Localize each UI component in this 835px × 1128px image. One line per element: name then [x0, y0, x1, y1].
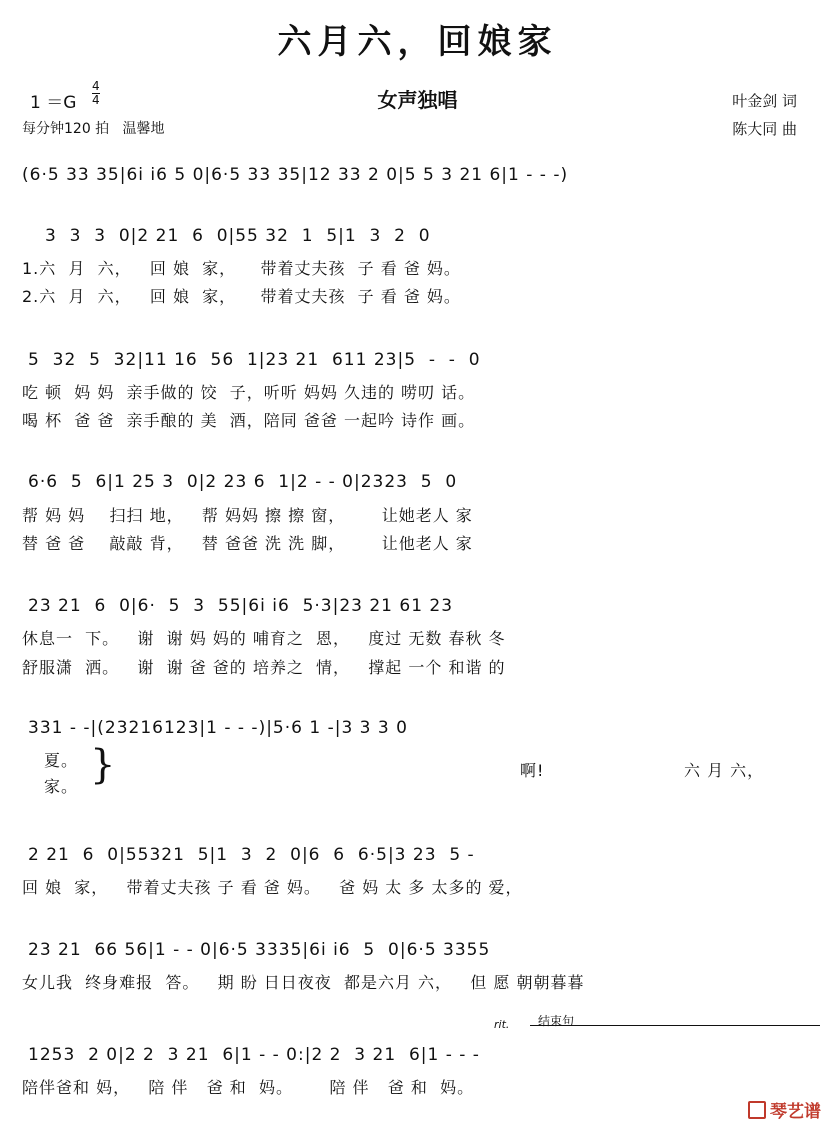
lyric-line-2a: 1.六 月 六， 回 娘 家， 带着丈夫孩 子 看 爸 妈。 — [22, 259, 461, 278]
notation-line-9: 1253 2 0|2 2 3 21 6|1 - - 0:|2 2 3 21 6|1 - - - — [28, 1045, 480, 1065]
lyricist-credit: 叶金剑 词 — [732, 92, 797, 110]
time-signature — [92, 80, 100, 107]
tempo-marking: 每分钟120 拍 温馨地 — [22, 121, 165, 137]
lyric-line-4a: 帮 妈 妈 扫扫 地， 帮 妈妈 擦 擦 窗， 让她老人 家 — [22, 506, 473, 525]
lyric-line-6c: 啊! — [520, 761, 545, 780]
notation-line-7: 2 21 6 0|55321 5|1 3 2 0|6 6 6·5|3 23 5 - — [28, 845, 475, 865]
composer-credit: 陈大同 曲 — [732, 120, 797, 138]
lyric-line-5a: 休息一 下。 谢 谢 妈 妈的 哺育之 恩， 度过 无数 春秋 冬 — [22, 629, 506, 648]
lyric-line-6d: 六 月 六， — [684, 761, 765, 780]
logo-icon — [748, 1101, 766, 1119]
lyric-line-4b: 替 爸 爸 敲敲 背， 替 爸爸 洗 洗 脚， 让他老人 家 — [22, 534, 473, 553]
notation-line-5: 23 21 6 0|6· 5 3 55|6i i6 5·3|23 21 61 23 — [28, 596, 454, 616]
lyric-line-9: 陪伴爸和 妈， 陪 伴 爸 和 妈。 陪 伴 爸 和 妈。 — [22, 1078, 475, 1097]
watermark-text: 琴艺谱 — [770, 1102, 821, 1122]
lyric-line-7: 回 娘 家， 带着丈夫孩 子 看 爸 妈。 爸 妈 太 多 太多的 爱， — [22, 878, 523, 897]
lyric-line-8: 女儿我 终身难报 答。 期 盼 日日夜夜 都是六月 六， 但 愿 朝朝暮暮 — [22, 973, 585, 992]
lyric-line-3a: 吃 顿 妈 妈 亲手做的 饺 子，听听 妈妈 久违的 唠叨 话。 — [22, 383, 476, 402]
notation-line-8: 23 21 66 56|1 - - 0|6·5 3335|6i i6 5 0|6·5 3355 — [28, 940, 491, 960]
lyric-line-6a: 夏。 — [44, 751, 79, 770]
ending-marking: 结束句 — [538, 1014, 575, 1028]
time-top: 4 — [92, 79, 100, 93]
song-subtitle: 女声独唱 — [377, 88, 458, 112]
key-signature: 1 ＝G — [30, 93, 77, 113]
notation-line-2: 3 3 3 0|2 21 6 0|55 32 1 5|1 3 2 0 — [45, 226, 431, 246]
time-bottom: 4 — [92, 93, 100, 107]
notation-line-3: 5 32 5 32|11 16 56 1|23 21 611 23|5 - - 0 — [28, 350, 481, 370]
lyric-line-5b: 舒服潇 洒。 谢 谢 爸 爸的 培养之 情， 撑起 一个 和谐 的 — [22, 658, 506, 677]
lyric-line-2b: 2.六 月 六， 回 娘 家， 带着丈夫孩 子 看 爸 妈。 — [22, 287, 461, 306]
notation-line-4: 6·6 5 6|1 25 3 0|2 23 6 1|2 - - 0|2323 5 0 — [28, 472, 458, 492]
notation-line-6: 331 - -|(23216123|1 - - -)|5·6 1 -|3 3 3 0 — [28, 718, 408, 738]
lyric-line-3b: 喝 杯 爸 爸 亲手酿的 美 酒，陪同 爸爸 一起吟 诗作 画。 — [22, 411, 476, 430]
lyric-line-6b: 家。 — [44, 777, 79, 796]
notation-line-1: (6·5 33 35|6i i6 5 0|6·5 33 35|12 33 2 0|5 5 3 21 6|1 - - -) — [22, 165, 569, 185]
verse-brace: } — [90, 742, 116, 788]
ritardando-marking: rit. — [494, 1018, 510, 1031]
watermark — [748, 1097, 821, 1122]
song-title: 六月六，回娘家 — [277, 22, 558, 62]
